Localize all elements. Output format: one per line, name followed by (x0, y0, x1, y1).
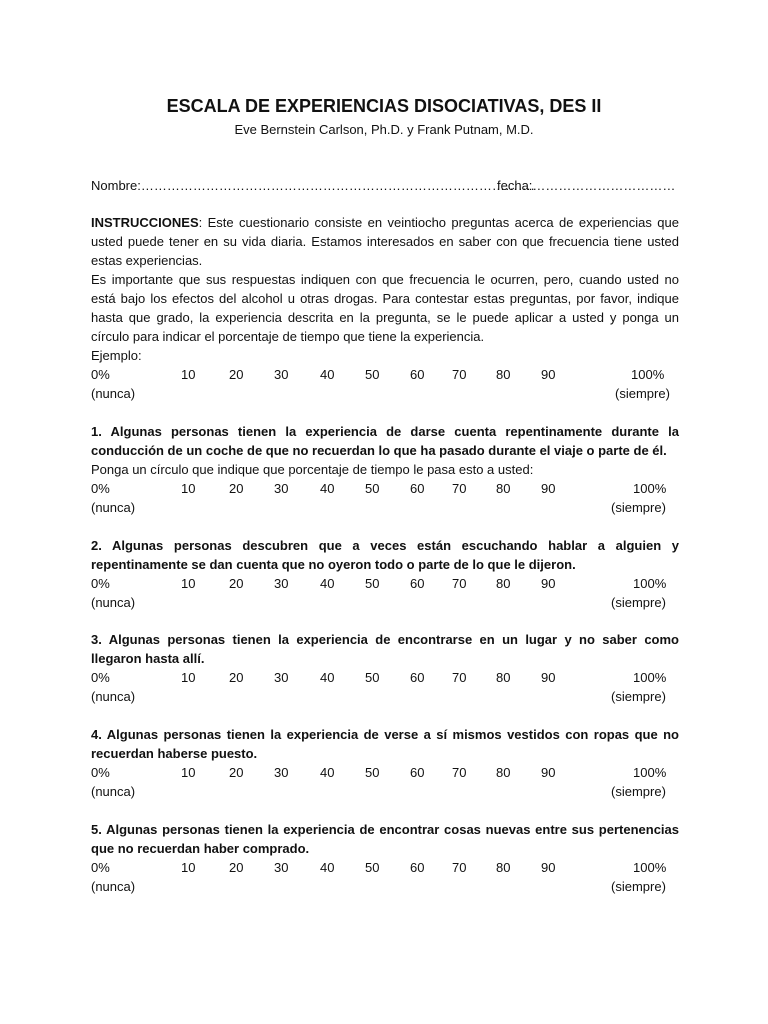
scale-low-label: (nunca) (91, 500, 136, 515)
scale-labels (91, 877, 679, 896)
scale-point[interactable]: 70 (452, 670, 467, 685)
scale-point[interactable]: 20 (229, 765, 244, 780)
question-4 (91, 725, 679, 801)
scale-point[interactable]: 10 (181, 765, 196, 780)
scale-point[interactable]: 60 (410, 765, 425, 780)
scale-point[interactable]: 80 (496, 481, 511, 496)
scale-point[interactable]: 70 (452, 576, 467, 591)
scale-point: 10 (181, 367, 196, 382)
scale-point[interactable]: 70 (452, 481, 467, 496)
scale-point[interactable]: 90 (541, 670, 556, 685)
page-title: ESCALA DE EXPERIENCIAS DISOCIATIVAS, DES II (166, 96, 602, 116)
instructions-text-2: Es importante que sus respuestas indiquen con que frecuencia le ocurren, pero, cuando usted no está bajo los efectos del alcohol u otras drogas. Para contestar estas preguntas, por favor, indique hasta que grado, la experiencia descrita en la pregunta, se le puede aplicar a usted y ponga un círculo para indicar el porcentaje de tiempo que tiene la experiencia. (91, 272, 679, 344)
example-scale-labels (91, 384, 679, 403)
scale-point[interactable]: 20 (229, 860, 244, 875)
scale-point[interactable]: 50 (365, 481, 380, 496)
example-label: Ejemplo: (91, 348, 142, 363)
scale-point[interactable]: 90 (541, 765, 556, 780)
scale-high-label: (siempre) (611, 500, 666, 515)
question-text: 5. Algunas personas tienen la experiencia de encontrar cosas nuevas entre sus pertenencias que no recuerdan haber comprado. (91, 822, 679, 856)
scale-point[interactable]: 60 (410, 860, 425, 875)
scale-point[interactable]: 10 (181, 481, 196, 496)
scale-point[interactable]: 20 (229, 481, 244, 496)
scale-point[interactable]: 80 (496, 576, 511, 591)
scale-row (91, 763, 679, 782)
scale-point: 40 (320, 367, 335, 382)
scale-row (91, 858, 679, 877)
scale-labels (91, 782, 679, 801)
scale-labels (91, 687, 679, 706)
question-2 (91, 536, 679, 612)
question-3 (91, 630, 679, 706)
scale-point[interactable]: 30 (274, 670, 289, 685)
scale-point[interactable]: 80 (496, 765, 511, 780)
scale-point[interactable]: 60 (410, 670, 425, 685)
scale-high-label: (siempre) (611, 784, 666, 799)
scale-point[interactable]: 0% (91, 670, 110, 685)
scale-low-label: (nunca) (91, 386, 136, 401)
scale-point[interactable]: 20 (229, 670, 244, 685)
scale-low-label: (nunca) (91, 879, 136, 894)
scale-point: 80 (496, 367, 511, 382)
scale-low-label: (nunca) (91, 784, 136, 799)
scale-point[interactable]: 0% (91, 765, 110, 780)
scale-point[interactable]: 80 (496, 860, 511, 875)
scale-point: 70 (452, 367, 467, 382)
instructions-label: INSTRUCCIONES (91, 215, 199, 230)
scale-point: 100% (631, 367, 665, 382)
scale-low-label: (nunca) (91, 595, 136, 610)
scale-point[interactable]: 0% (91, 860, 110, 875)
instructions-text-1: : Este cuestionario consiste en veintiocho preguntas acerca de experiencias que usted puede tener en su vida diaria. Estamos interesados en saber con que frecuencia tiene usted estas experiencias. (91, 215, 679, 268)
scale-point[interactable]: 40 (320, 860, 335, 875)
scale-point[interactable]: 40 (320, 765, 335, 780)
authors-line: Eve Bernstein Carlson, Ph.D. y Frank Putnam, M.D. (234, 122, 534, 137)
scale-point[interactable]: 30 (274, 481, 289, 496)
date-field: fecha:…………………………… (497, 178, 676, 193)
question-5 (91, 820, 679, 896)
scale-point[interactable]: 30 (274, 860, 289, 875)
question-subtext: Ponga un círculo que indique que porcentaje de tiempo le pasa esto a usted: (91, 462, 534, 477)
scale-point[interactable]: 40 (320, 576, 335, 591)
scale-point[interactable]: 60 (410, 576, 425, 591)
scale-point: 20 (229, 367, 244, 382)
question-1 (91, 422, 679, 517)
scale-point: 50 (365, 367, 380, 382)
scale-point[interactable]: 50 (365, 765, 380, 780)
scale-row (91, 668, 679, 687)
scale-labels (91, 498, 679, 517)
scale-high-label: (siempre) (615, 386, 670, 401)
scale-point[interactable]: 0% (91, 576, 110, 591)
scale-point[interactable]: 60 (410, 481, 425, 496)
scale-low-label: (nunca) (91, 689, 136, 704)
scale-point[interactable]: 100% (633, 481, 667, 496)
question-text: 2. Algunas personas descubren que a veces están escuchando hablar a alguien y repentinamente se dan cuenta que no oyeron todo o parte de lo que le dijeron. (91, 538, 679, 572)
scale-point[interactable]: 30 (274, 576, 289, 591)
scale-point[interactable]: 50 (365, 860, 380, 875)
instructions-paragraph (91, 213, 679, 270)
scale-point[interactable]: 10 (181, 576, 196, 591)
scale-point[interactable]: 100% (633, 860, 667, 875)
scale-high-label: (siempre) (611, 689, 666, 704)
scale-point[interactable]: 70 (452, 860, 467, 875)
scale-point[interactable]: 10 (181, 670, 196, 685)
scale-point: 90 (541, 367, 556, 382)
scale-point[interactable]: 100% (633, 670, 667, 685)
scale-row (91, 479, 679, 498)
scale-point: 0% (91, 367, 110, 382)
instructions-block (91, 213, 679, 403)
scale-point[interactable]: 40 (320, 481, 335, 496)
scale-point[interactable]: 100% (633, 765, 667, 780)
scale-point[interactable]: 0% (91, 481, 110, 496)
question-text: 4. Algunas personas tienen la experiencia de verse a sí mismos vestidos con ropas que no recuerdan haberse puesto. (91, 727, 679, 761)
scale-point[interactable]: 70 (452, 765, 467, 780)
scale-high-label: (siempre) (611, 879, 666, 894)
scale-point[interactable]: 50 (365, 670, 380, 685)
scale-row (91, 574, 679, 593)
name-field: Nombre:………………………………………………………………………………. (91, 178, 535, 193)
scale-high-label: (siempre) (611, 595, 666, 610)
scale-point: 30 (274, 367, 289, 382)
scale-point[interactable]: 80 (496, 670, 511, 685)
scale-point[interactable]: 100% (633, 576, 667, 591)
example-scale-row (91, 365, 679, 384)
scale-point[interactable]: 20 (229, 576, 244, 591)
scale-point[interactable]: 90 (541, 481, 556, 496)
scale-point[interactable]: 90 (541, 576, 556, 591)
question-text: 1. Algunas personas tienen la experiencia de darse cuenta repentinamente durante la conducción de un coche de que no recuerdan lo que ha pasado durante el viaje o parte de él. (91, 424, 679, 458)
scale-point[interactable]: 90 (541, 860, 556, 875)
question-text: 3. Algunas personas tienen la experiencia de encontrarse en un lugar y no saber como llegaron hasta allí. (91, 632, 679, 666)
scale-point[interactable]: 30 (274, 765, 289, 780)
scale-labels (91, 593, 679, 612)
scale-point[interactable]: 10 (181, 860, 196, 875)
scale-point: 60 (410, 367, 425, 382)
scale-point[interactable]: 40 (320, 670, 335, 685)
scale-point[interactable]: 50 (365, 576, 380, 591)
